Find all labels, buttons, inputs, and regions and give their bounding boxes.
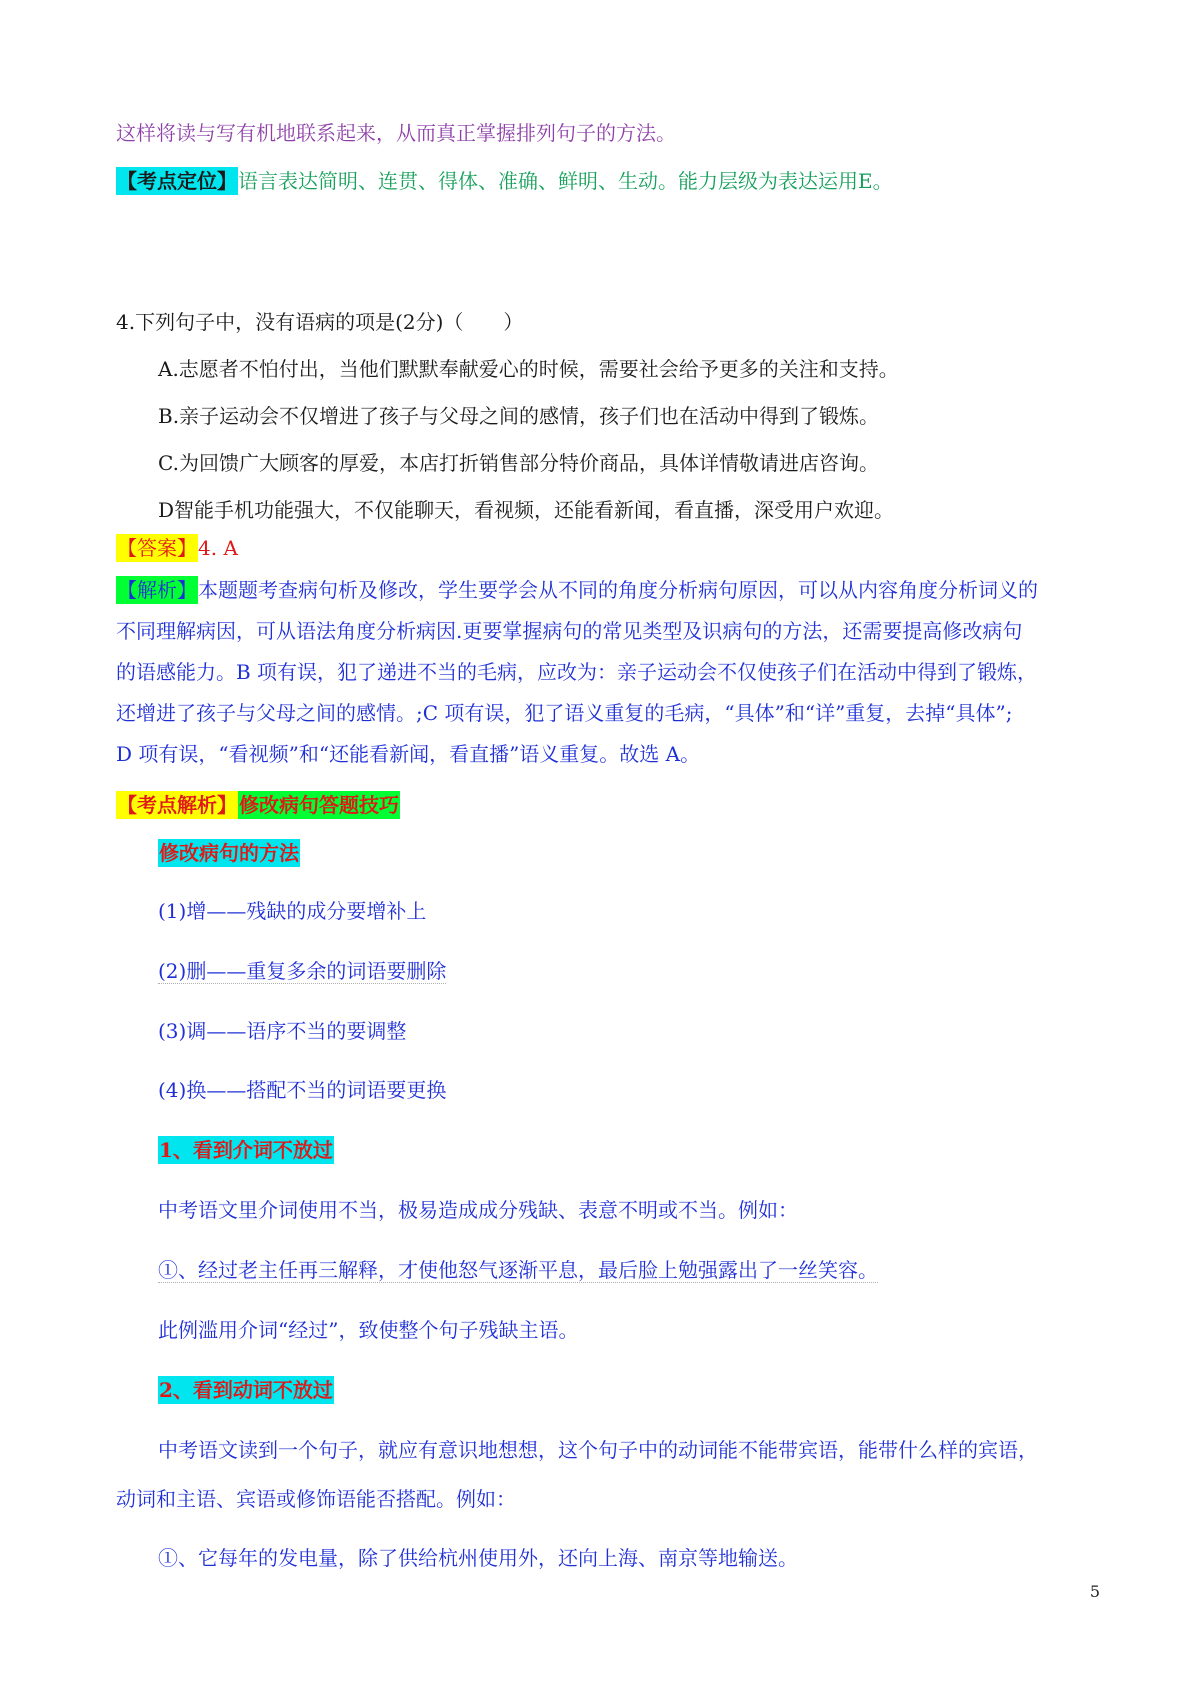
method-2-text: (2)删——重复多余的词语要删除 <box>158 959 447 983</box>
answer-line <box>116 535 238 561</box>
method-1: (1)增——残缺的成分要增补上 <box>158 899 427 923</box>
kaodian-jiexi-line <box>116 792 400 818</box>
section-1-title: 1、看到介词不放过 <box>159 1138 333 1162</box>
option-c: C.为回馈广大顾客的厚爱，本店打折销售部分特价商品，具体详情敬请进店咨询。 <box>158 451 879 475</box>
jiexi-line-2: 不同理解病因，可从语法角度分析病因.更要掌握病句的常见类型及识病句的方法，还需要提高修改病句 <box>116 619 1023 643</box>
method-2 <box>158 958 446 984</box>
section-2-example: ①、它每年的发电量，除了供给杭州使用外，还向上海、南京等地输送。 <box>158 1546 798 1570</box>
section-2-paragraph-2: 动词和主语、宾语或修饰语能否搭配。例如： <box>116 1487 516 1511</box>
kaodian-dingwei-tag: 【考点定位】 <box>117 169 237 193</box>
section-1-paragraph: 中考语文里介词使用不当，极易造成成分残缺、表意不明或不当。例如： <box>158 1198 798 1222</box>
question-4: 4.下列句子中，没有语病的项是(2分)（ ） <box>116 310 524 334</box>
answer-text: 4. A <box>198 536 238 560</box>
text-line: 这样将读与写有机地联系起来，从而真正掌握排列句子的方法。 <box>116 121 676 145</box>
jiexi-line-5: D 项有误，“看视频”和“还能看新闻，看直播”语义重复。故选 A。 <box>116 742 701 766</box>
method-title-line <box>158 840 300 866</box>
jiexi-text-1: 本题题考查病句析及修改，学生要学会从不同的角度分析病句原因，可以从内容角度分析词义的 <box>198 578 1038 602</box>
section-2-title-line <box>158 1377 334 1403</box>
section-2-title: 2、看到动词不放过 <box>159 1378 333 1402</box>
method-3: (3)调——语序不当的要调整 <box>158 1019 407 1043</box>
answer-tag: 【答案】 <box>117 536 197 560</box>
section-1-title-line <box>158 1137 334 1163</box>
method-title: 修改病句的方法 <box>159 841 299 865</box>
section-1-example <box>158 1257 878 1283</box>
kaodian-jiexi-title: 修改病句答题技巧 <box>239 793 399 817</box>
option-d: D智能手机功能强大，不仅能聊天，看视频，还能看新闻，看直播，深受用户欢迎。 <box>158 498 895 522</box>
kaodian-jiexi-tag: 【考点解析】 <box>117 793 237 817</box>
jiexi-line-4: 还增进了孩子与父母之间的感情。;C 项有误，犯了语义重复的毛病，“具体”和“详”重复，去掉“具体”; <box>116 701 1013 725</box>
option-a: A.志愿者不怕付出，当他们默默奉献爱心的时候，需要社会给予更多的关注和支持。 <box>158 357 899 381</box>
section-1-note: 此例滥用介词“经过”，致使整个句子残缺主语。 <box>158 1318 579 1342</box>
section-1-example-text: ①、经过老主任再三解释，才使他怒气逐渐平息，最后脸上勉强露出了一丝笑容。 <box>158 1258 878 1282</box>
option-b: B.亲子运动会不仅增进了孩子与父母之间的感情，孩子们也在活动中得到了锻炼。 <box>158 404 880 428</box>
page-number: 5 <box>1089 1582 1100 1601</box>
jiexi-tag: 【解析】 <box>117 578 197 602</box>
jiexi-line-1 <box>116 577 1038 603</box>
jiexi-line-3: 的语感能力。B 项有误，犯了递进不当的毛病，应改为：亲子运动会不仅使孩子们在活动中得到了锻炼， <box>116 660 1038 684</box>
kaodian-dingwei-text: 语言表达简明、连贯、得体、准确、鲜明、生动。能力层级为表达运用E。 <box>238 169 893 193</box>
method-4: (4)换——搭配不当的词语要更换 <box>158 1078 447 1102</box>
kaodian-dingwei-line <box>116 168 893 194</box>
section-2-paragraph-1: 中考语文读到一个句子，就应有意识地想想，这个句子中的动词能不能带宾语，能带什么样的宾语， <box>158 1438 1038 1462</box>
